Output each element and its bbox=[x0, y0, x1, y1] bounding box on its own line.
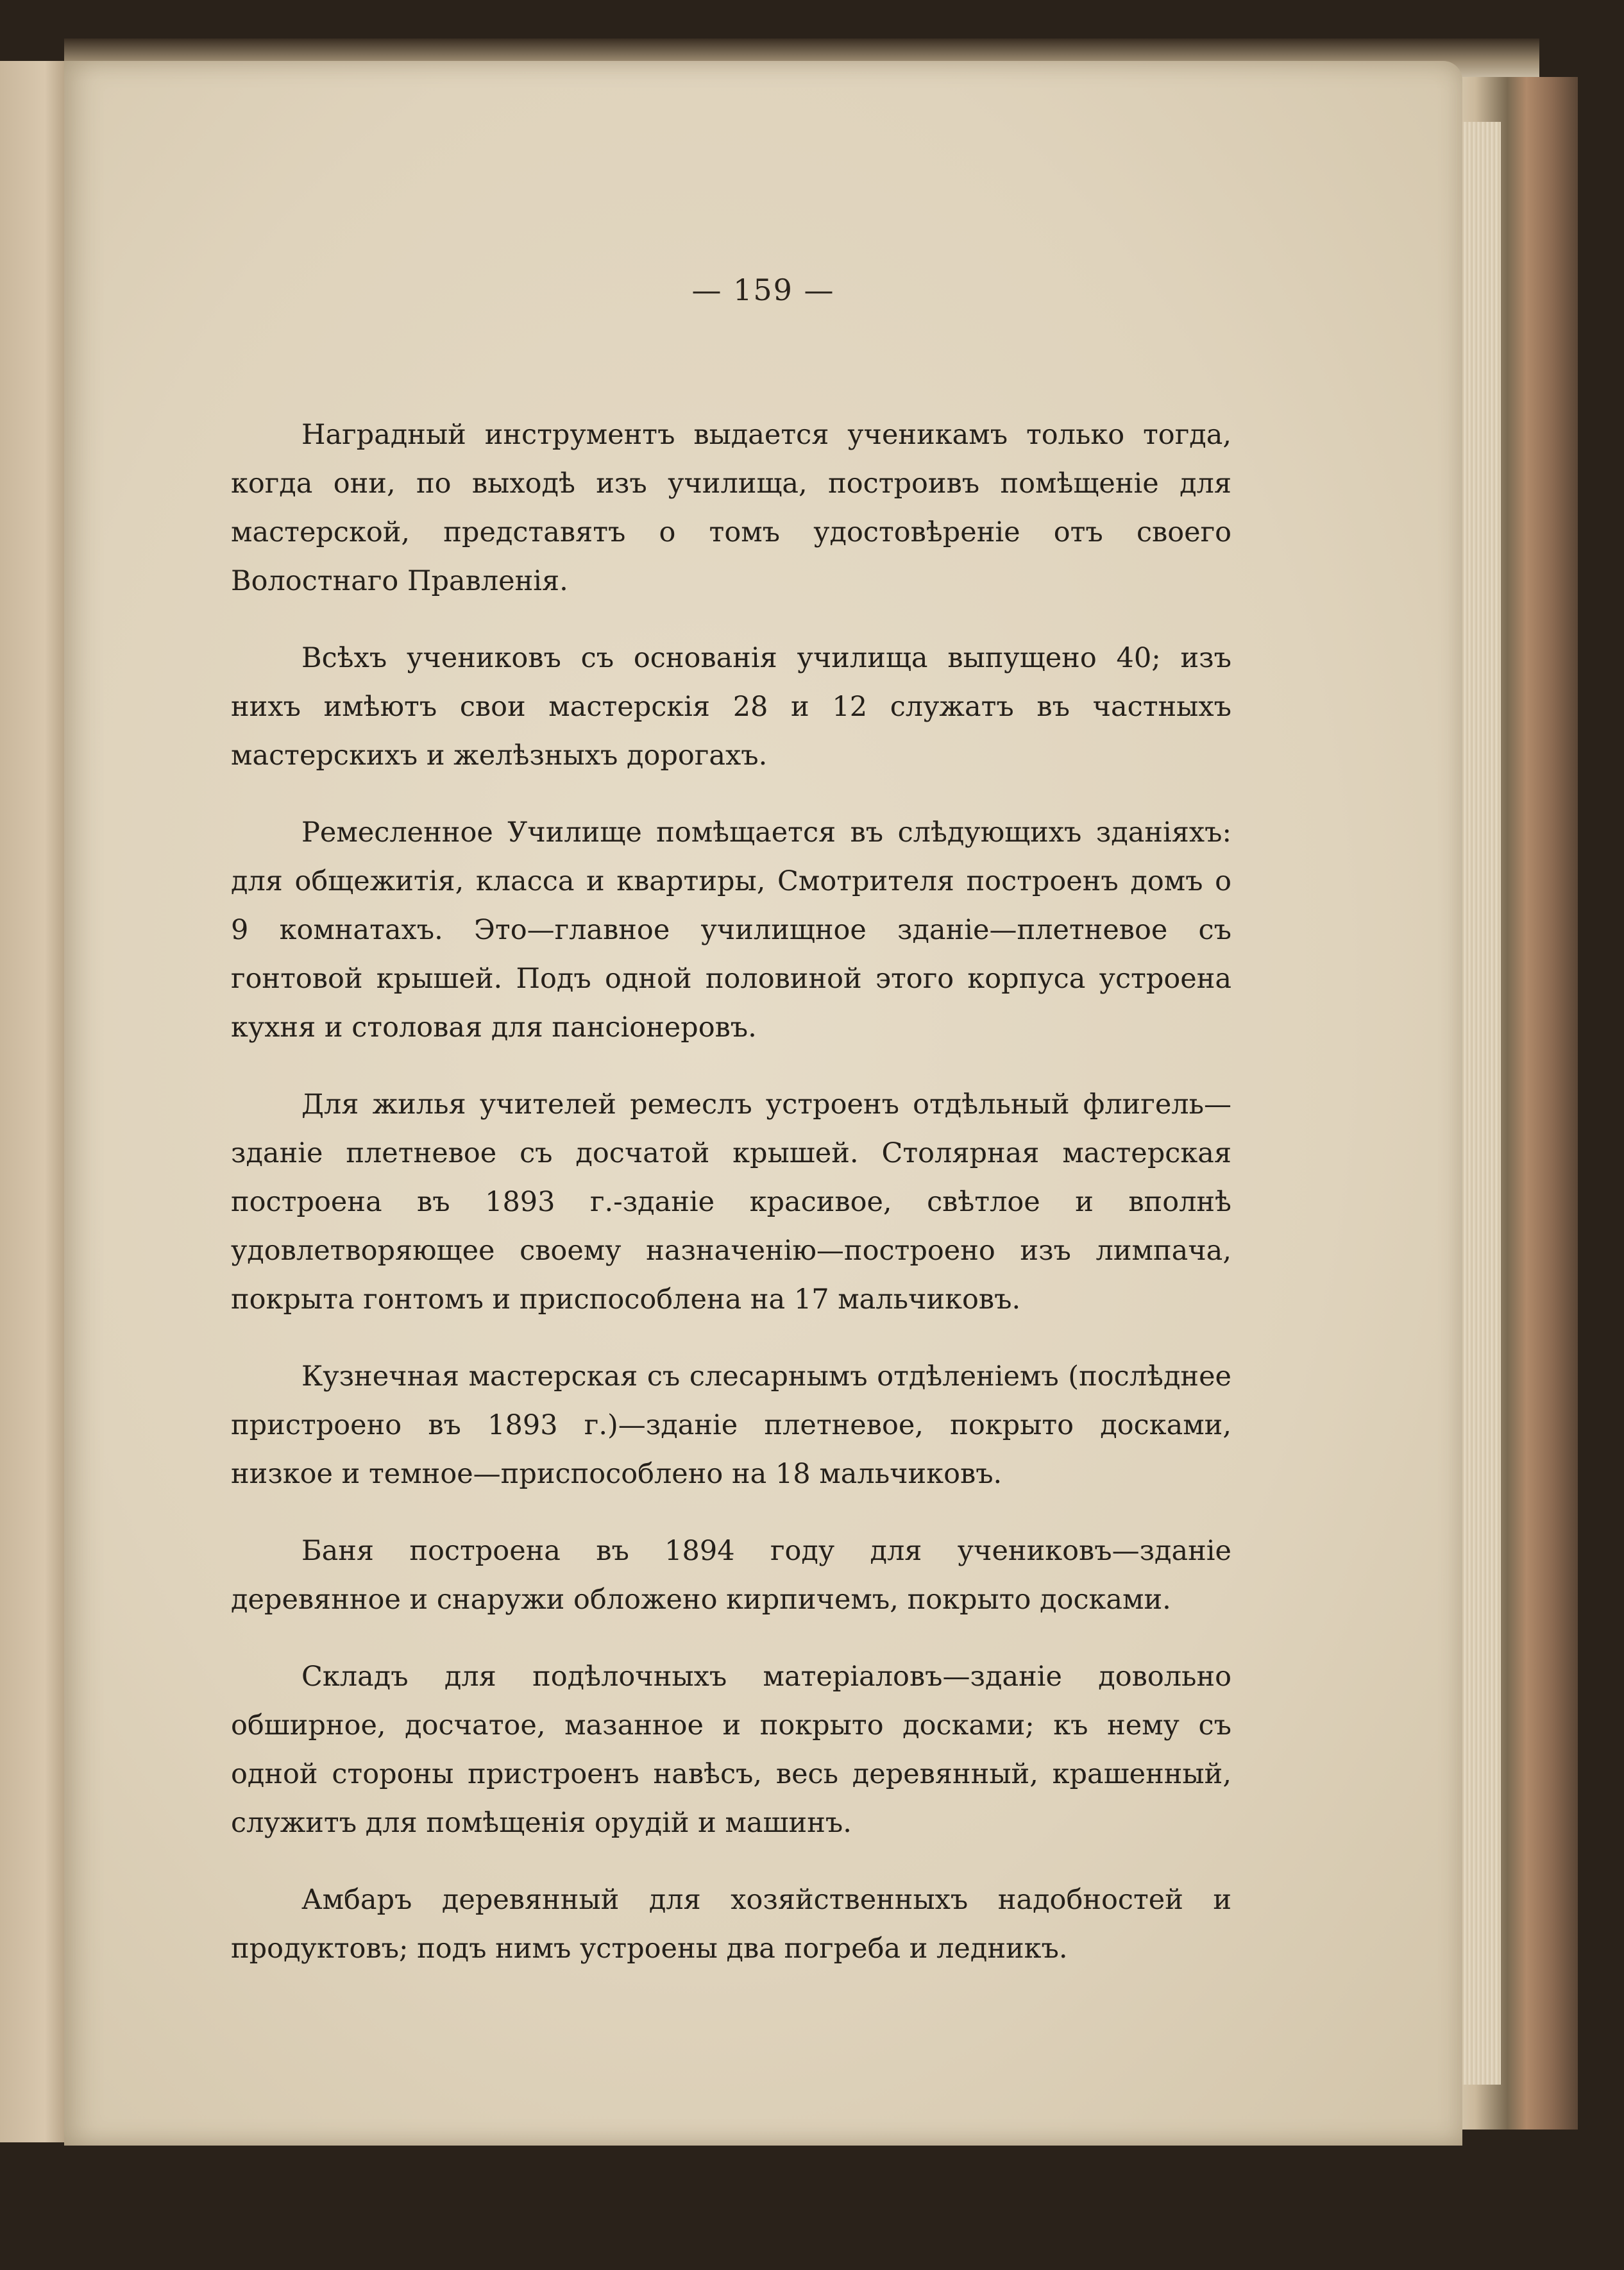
book-page bbox=[64, 61, 1462, 2146]
paragraph-smithy: Кузнечная мастерская съ слесарнымъ отдѣленіемъ (послѣднее пристроено въ 1893 г.)—зданіе плетневое, покрыто досками, низкое и темное—приспособлено на 18 мальчиковъ. bbox=[231, 1360, 1231, 1490]
paragraph-barn: Амбаръ деревянный для хозяйственныхъ надобностей и продуктовъ; подъ нимъ устроены два погреба и ледникъ. bbox=[231, 1884, 1231, 1965]
paragraph-warehouse: Складъ для подѣлочныхъ матеріаловъ—зданіе довольно обширное, досчатое, мазанное и покрыто досками; къ нему съ одной стороны пристроенъ навѣсъ, весь деревянный, крашенный, служитъ для помѣщенія орудій и машинъ. bbox=[231, 1661, 1231, 1839]
page-number: — 159 — bbox=[691, 273, 835, 307]
page-stack-edge bbox=[1456, 122, 1501, 2085]
paragraph-main-building: Ремесленное Училище помѣщается въ слѣдующихъ зданіяхъ: для общежитія, класса и квартиры, Смотрителя построенъ домъ о 9 комнатахъ. Это—главное училищное зданіе—плетневое съ гонтовой крышей. Подъ одной половиной этого корпуса устроена кухня и столовая для пансіонеровъ. bbox=[231, 817, 1231, 1044]
page-body bbox=[231, 411, 1231, 2001]
paragraph-bathhouse: Баня построена въ 1894 году для учениковъ—зданіе деревянное и снаружи обложено кирпичемъ, покрыто досками. bbox=[231, 1535, 1231, 1616]
paragraph-award-tools: Наградный инструментъ выдается ученикамъ только тогда, когда они, по выходѣ изъ училища, построивъ помѣщеніе для мастерской, представятъ о томъ удостовѣреніе отъ своего Волостнаго Правленія. bbox=[231, 419, 1231, 597]
paragraph-graduates: Всѣхъ учениковъ съ основанія училища выпущено 40; изъ нихъ имѣютъ свои мастерскія 28 и 12 служатъ въ частныхъ мастерскихъ и желѣзныхъ дорогахъ. bbox=[231, 642, 1231, 772]
paragraph-teachers-wing: Для жилья учителей ремеслъ устроенъ отдѣльный флигель—зданіе плетневое съ досчатой крышей. Столярная мастерская построена въ 1893 г.-зданіе красивое, свѣтлое и вполнѣ удовлетворяющее своему назначенію—построено изъ лимпача, покрыта гонтомъ и приспособлена на 17 мальчиковъ. bbox=[231, 1088, 1231, 1316]
facing-page-edge bbox=[0, 61, 68, 2142]
